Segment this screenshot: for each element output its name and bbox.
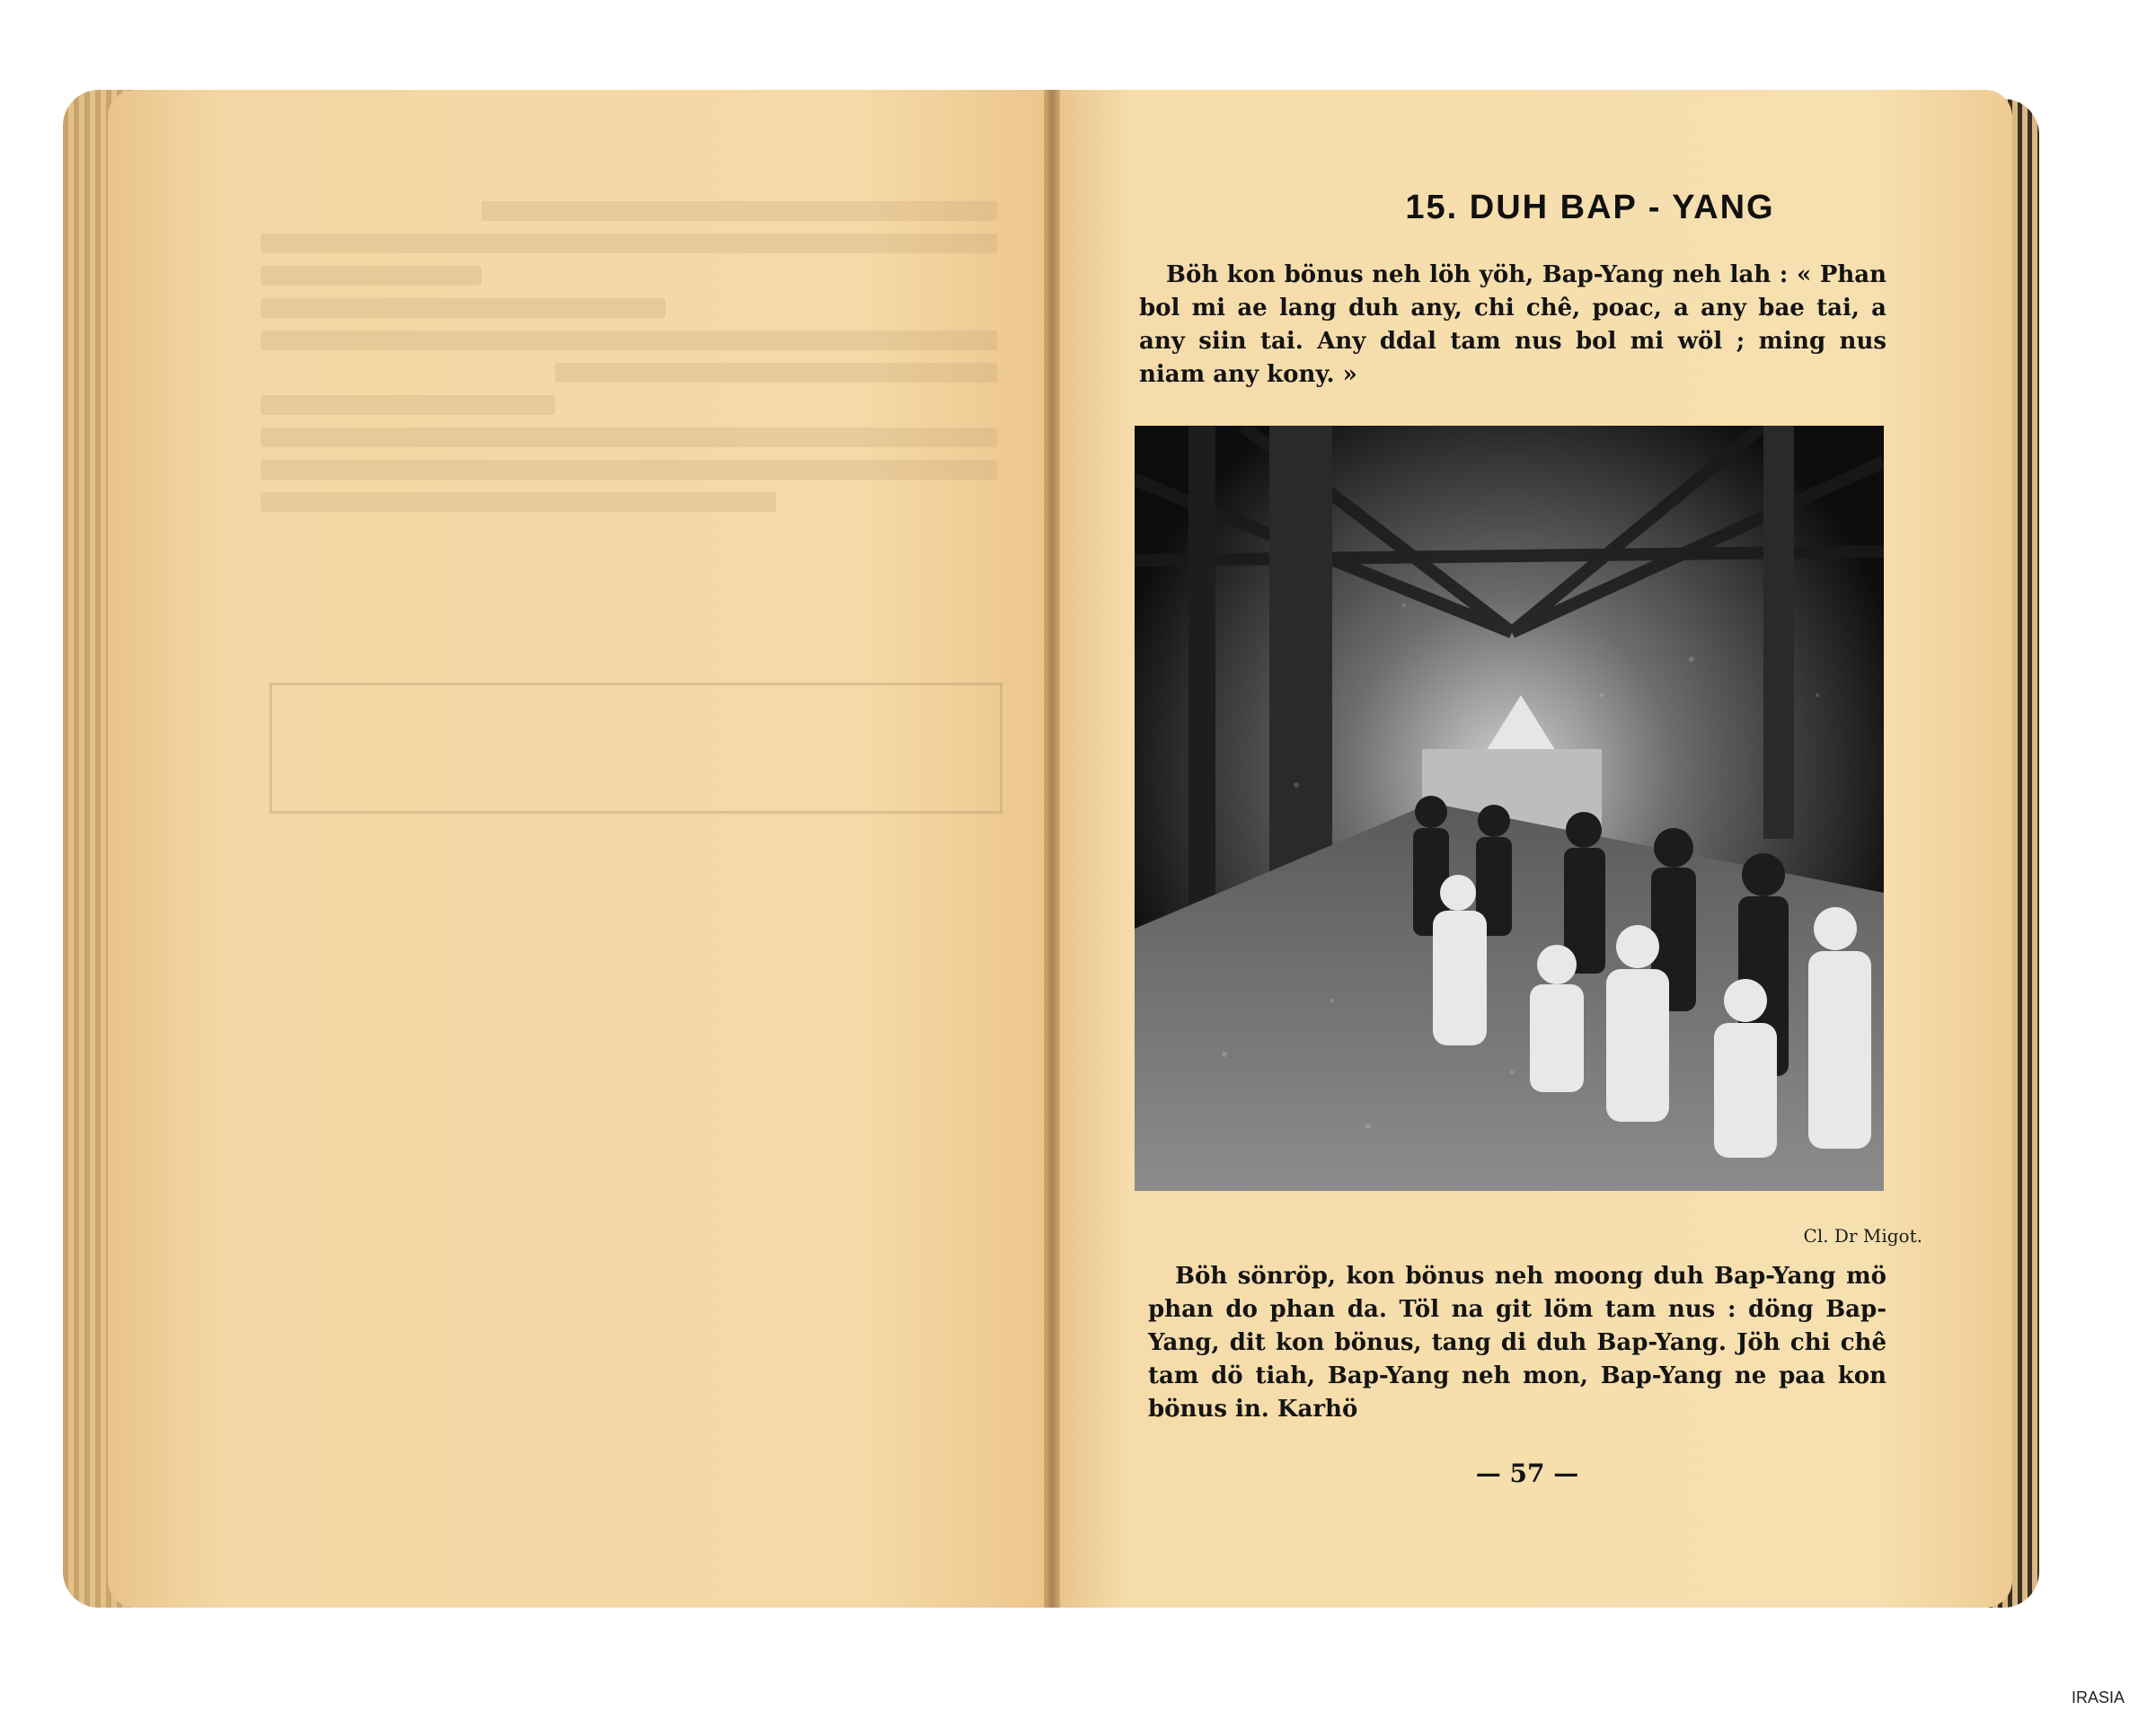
intro-paragraph-text: Böh kon bönus neh löh yöh, Bap-Yang neh lah : « Phan bol mi ae lang duh any, chi chê, poac, a any bae tai, a any siin tai. Any ddal tam nus bol mi wöl ; ming nus niam any kony. »	[1139, 261, 1886, 388]
intro-paragraph	[1139, 259, 1886, 392]
body-paragraph	[1148, 1260, 1886, 1426]
photo-illustration	[1135, 426, 1884, 1191]
irasia-watermark: IRASIA	[2072, 1688, 2125, 1706]
chapter-title: 15. DUH BAP - YANG	[1405, 189, 1775, 226]
bleed-through-text	[261, 189, 997, 525]
body-paragraph-text: Böh sönröp, kon bönus neh moong duh Bap-Yang mö phan do phan da. Töl na git löm tam nus : döng Bap-Yang, dit kon bönus, tang di duh Bap-Yang. Jöh chi chê tam dö tiah, Bap-Yang neh mon, Bap-Yang ne paa kon bönus in. Karhö	[1148, 1263, 1886, 1423]
bleed-through-box	[270, 683, 1003, 814]
book-gutter	[1044, 90, 1060, 1608]
page-number: — 57 —	[1475, 1459, 1579, 1488]
photo-caption: Cl. Dr Migot.	[1803, 1225, 1922, 1247]
church-interior-photo	[1135, 426, 1884, 1191]
